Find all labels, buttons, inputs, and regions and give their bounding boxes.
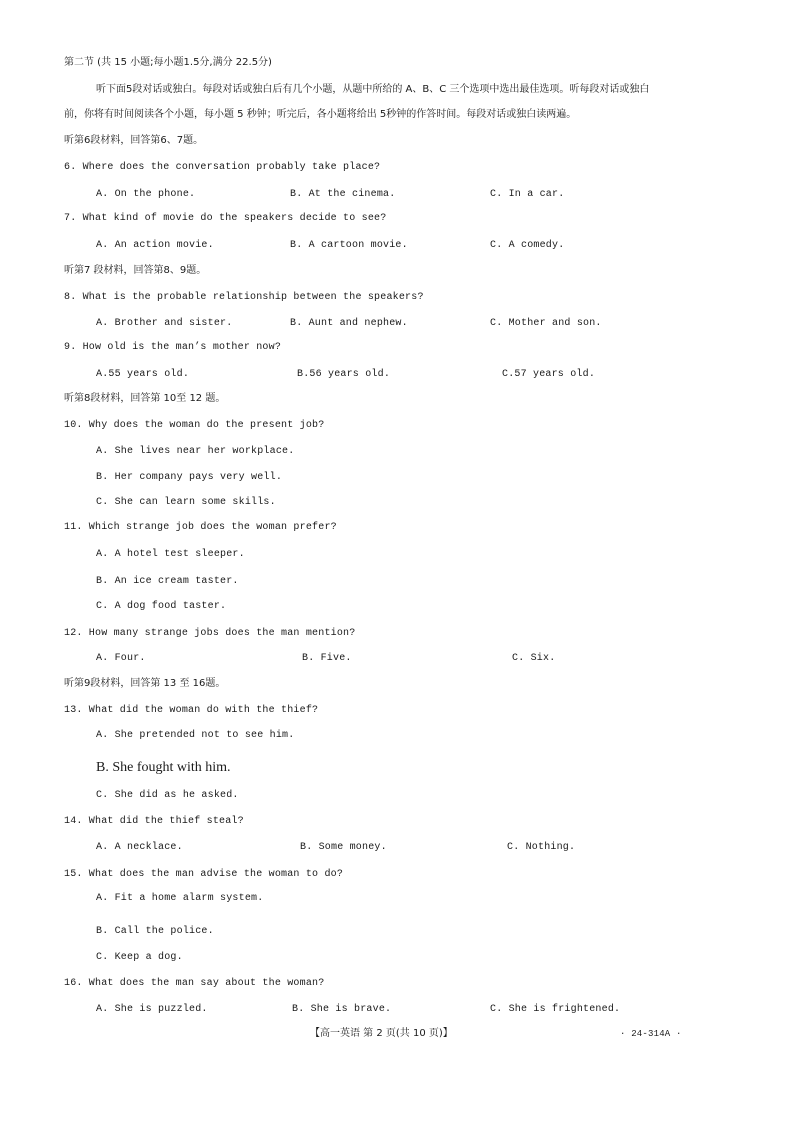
question-stem: 14. What did the thief steal? — [64, 816, 244, 827]
group-label: 听第8段材料，回答第 10至 12 题。 — [64, 393, 226, 404]
option-c: C. She is frightened. — [490, 1004, 621, 1015]
option-c: C. Mother and son. — [490, 318, 602, 329]
question-stem: 13. What did the woman do with the thief? — [64, 705, 319, 716]
option-c: C.57 years old. — [502, 369, 596, 380]
option-c: C. Nothing. — [507, 842, 576, 853]
section-instructions: 听下面5段对话或独白。每段对话或独白后有几个小题，从题中所给的 A、B、C 三个选项中选出最佳选项。听每段对话或独白 — [96, 84, 650, 95]
option-a: A. A necklace. — [96, 842, 183, 853]
option-a: A. Fit a home alarm system. — [96, 893, 264, 904]
option-c: C. She can learn some skills. — [96, 497, 276, 508]
question-stem: 15. What does the man advise the woman to do? — [64, 869, 344, 880]
option-a: A. An action movie. — [96, 240, 214, 251]
option-b: B. Five. — [302, 653, 352, 664]
group-label: 听第6段材料，回答第6、7题。 — [64, 135, 204, 146]
question-stem: 10. Why does the woman do the present job? — [64, 420, 325, 431]
option-c: C. She did as he asked. — [96, 790, 239, 801]
section-instructions-cont: 前，你将有时间阅读各个小题，每小题 5 秒钟；听完后，各小题将给出 5秒钟的作答时间。每段对话或独白读两遍。 — [64, 109, 577, 120]
question-stem: 16. What does the man say about the woman? — [64, 978, 325, 989]
question-stem: 6. Where does the conversation probably take place? — [64, 162, 381, 173]
option-b: B.56 years old. — [297, 369, 391, 380]
page-footer-label: 【高一英语 第 2 页(共 10 页)】 — [310, 1028, 453, 1039]
option-c: C. Keep a dog. — [96, 952, 183, 963]
question-stem: 12. How many strange jobs does the man mention? — [64, 628, 356, 639]
option-a: A. A hotel test sleeper. — [96, 549, 245, 560]
option-a: A. She lives near her workplace. — [96, 446, 295, 457]
question-stem: 8. What is the probable relationship between the speakers? — [64, 292, 424, 303]
section-title: 第二节 (共 15 小题;每小题1.5分,满分 22.5分) — [64, 57, 272, 68]
option-c: C. In a car. — [490, 189, 565, 200]
paper-code: · 24-314A · — [620, 1029, 682, 1039]
option-a: A. She is puzzled. — [96, 1004, 208, 1015]
option-b: B. Aunt and nephew. — [290, 318, 408, 329]
group-label: 听第9段材料，回答第 13 至 16题。 — [64, 678, 226, 689]
option-b: B. A cartoon movie. — [290, 240, 408, 251]
option-b: B. She fought with him. — [96, 760, 231, 775]
option-c: C. Six. — [512, 653, 556, 664]
option-b: B. An ice cream taster. — [96, 576, 239, 587]
option-a: A. Four. — [96, 653, 146, 664]
option-a: A.55 years old. — [96, 369, 190, 380]
option-b: B. At the cinema. — [290, 189, 396, 200]
question-stem: 11. Which strange job does the woman prefer? — [64, 522, 337, 533]
option-b: B. Her company pays very well. — [96, 472, 283, 483]
group-label: 听第7 段材料，回答第8、9题。 — [64, 265, 207, 276]
option-b: B. Call the police. — [96, 926, 214, 937]
question-stem: 9. How old is the man’s mother now? — [64, 342, 282, 353]
option-c: C. A dog food taster. — [96, 601, 227, 612]
question-stem: 7. What kind of movie do the speakers decide to see? — [64, 213, 387, 224]
option-a: A. On the phone. — [96, 189, 196, 200]
option-a: A. She pretended not to see him. — [96, 730, 295, 741]
option-b: B. Some money. — [300, 842, 387, 853]
option-b: B. She is brave. — [292, 1004, 392, 1015]
option-c: C. A comedy. — [490, 240, 565, 251]
option-a: A. Brother and sister. — [96, 318, 233, 329]
